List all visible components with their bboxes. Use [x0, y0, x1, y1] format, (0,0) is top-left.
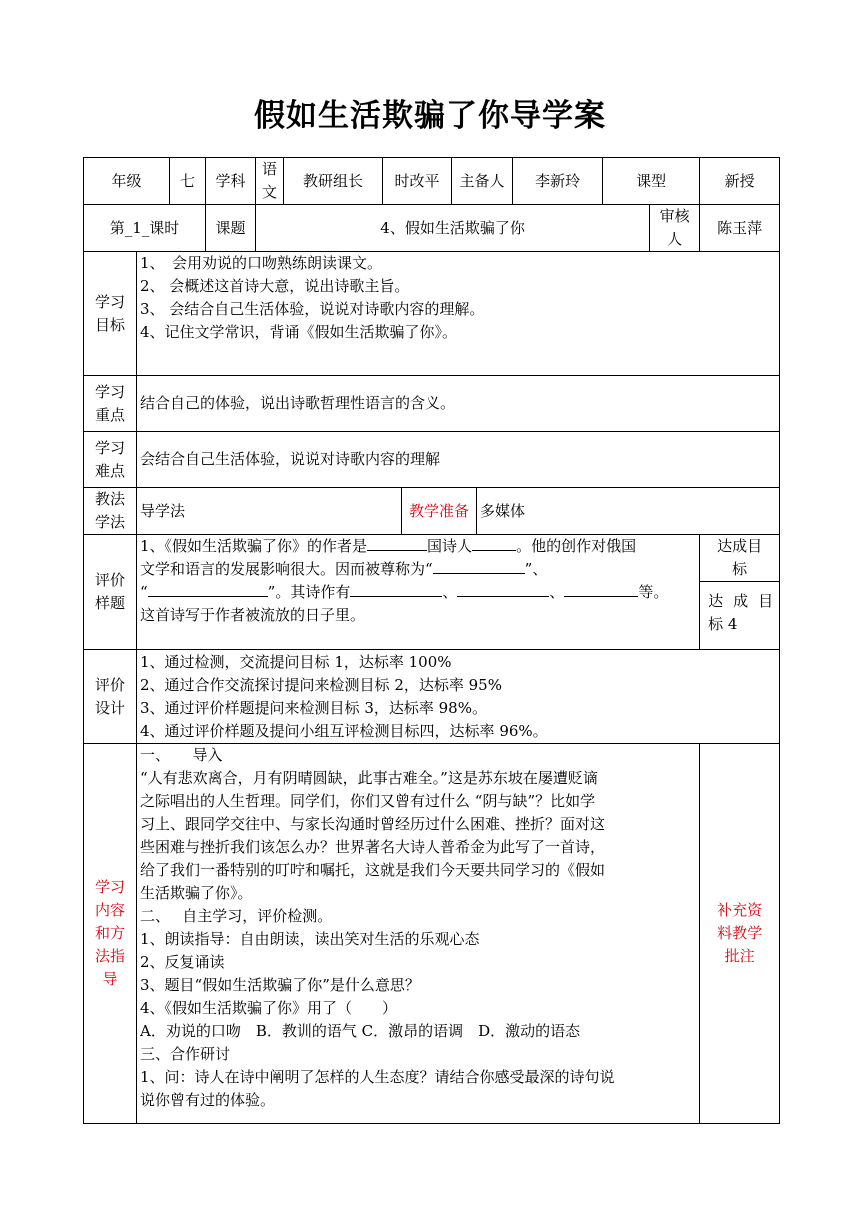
grade-label: 年级: [84, 158, 170, 205]
side-note: 补充资料教学批注: [700, 744, 780, 1124]
answer-blank[interactable]: [350, 582, 442, 597]
period-cell: 第_1_课时: [84, 205, 206, 252]
subject-label: 学科: [206, 158, 256, 205]
sample-content: [137, 535, 700, 650]
key-points-row: [84, 376, 780, 432]
content-line: 二、 自主学习，评价检测。: [140, 907, 333, 925]
objectives-row: [84, 252, 780, 376]
content-line: 些困难与挫折我们该怎么办？世界著名大诗人普希金为此写了一首诗，: [140, 838, 606, 856]
content-line: 一、 导入: [140, 746, 223, 764]
group-leader-value: 时改平: [383, 158, 452, 205]
objective-item: 4、记住文学常识，背诵《假如生活欺骗了你》。: [140, 323, 458, 341]
content-line: 1、朗读指导：自由朗读，读出笑对生活的乐观心态: [140, 930, 480, 948]
content-line: A．劝说的口吻 B．教训的语气 C．激昂的语调 D．激动的语态: [140, 1022, 581, 1040]
content-line: 4、《假如生活欺骗了你》用了（ ）: [140, 999, 398, 1017]
reviewer-value: 陈玉萍: [700, 205, 780, 252]
content-label: 学习内容和方法指导: [84, 744, 137, 1124]
evaluation-row: [84, 650, 780, 744]
sample-line-3: “ ”。其诗作有 、 、 等。: [140, 583, 669, 601]
evaluation-content: [137, 650, 780, 744]
preparer-value: 李新玲: [513, 158, 603, 205]
content-line: 2、反复诵读: [140, 953, 225, 971]
method-label: 教法学法: [84, 488, 137, 535]
objective-item: 3、 会结合自己生活体验，说说对诗歌内容的理解。: [140, 300, 485, 318]
header-row: [84, 158, 780, 205]
content-line: 生活欺骗了你》。: [140, 884, 253, 902]
objective-item: 1、 会用劝说的口吻熟练朗读课文。: [140, 254, 383, 272]
goal-cell-b: 达 成 目 标 4: [700, 582, 780, 650]
content-line: 1、问：诗人在诗中阐明了怎样的人生态度？请结合你感受最深的诗句说: [140, 1068, 615, 1086]
sample-line-2: 文学和语言的发展影响很大。因而被尊称为“ ”、: [140, 560, 548, 578]
evaluation-item: 1、通过检测，交流提问目标 1，达标率 100%: [140, 652, 452, 671]
second-row: [84, 205, 780, 252]
prep-label: 教学准备: [402, 488, 477, 535]
content-line: 习上、跟同学交往中、与家长沟通时曾经历过什么困难、挫折？面对这: [140, 815, 606, 833]
type-label: 课型: [603, 158, 700, 205]
evaluation-item: 3、通过评价样题提问来检测目标 3，达标率 98%。: [140, 698, 487, 717]
sample-line-1: 1、《假如生活欺骗了你》的作者是 国诗人 。他的创作对俄国: [140, 537, 637, 555]
key-points-label: 学习重点: [84, 376, 137, 432]
answer-blank[interactable]: [564, 582, 638, 597]
subject-value: 语文: [256, 158, 284, 205]
key-points-text: 结合自己的体验，说出诗歌哲理性语言的含义。: [137, 376, 780, 432]
method-row: [84, 488, 780, 535]
content-line: “人有悲欢离合，月有阴晴圆缺，此事古难全。”这是苏东坡在屡遭贬谪: [140, 769, 598, 787]
content-line: 之际唱出的人生哲理。同学们，你们又曾有过什么 “阴与缺”？比如学: [140, 792, 596, 810]
goal-cell-a: 达成目标: [700, 535, 780, 582]
difficulties-label: 学习难点: [84, 432, 137, 488]
difficulties-row: [84, 432, 780, 488]
content-row: [84, 744, 780, 1124]
preparer-label: 主备人: [452, 158, 513, 205]
answer-blank[interactable]: [148, 582, 268, 597]
content-line: 说你曾有过的体验。: [140, 1091, 276, 1109]
page-title: 假如生活欺骗了你导学案: [254, 98, 606, 134]
grade-value: 七: [170, 158, 206, 205]
lesson-plan-table: [83, 157, 780, 1124]
evaluation-item: 2、通过合作交流探讨提问来检测目标 2，达标率 95%: [140, 675, 502, 694]
topic-label: 课题: [206, 205, 256, 252]
content-body: [137, 744, 700, 1124]
evaluation-item: 4、通过评价样题及提问小组互评检测目标四，达标率 96%。: [140, 721, 548, 740]
prep-text: 多媒体: [477, 488, 780, 535]
answer-blank[interactable]: [367, 536, 427, 551]
objectives-content: [137, 252, 780, 376]
topic-value: 4、假如生活欺骗了你: [256, 205, 650, 252]
method-text: 导学法: [137, 488, 402, 535]
objectives-label: 学习目标: [84, 252, 137, 376]
type-value: 新授: [700, 158, 780, 205]
group-leader-label: 教研组长: [284, 158, 383, 205]
reviewer-label: 审核人: [650, 205, 700, 252]
answer-blank[interactable]: [457, 582, 549, 597]
evaluation-label: 评价设计: [84, 650, 137, 744]
content-line: 3、题目“假如生活欺骗了你”是什么意思？: [140, 976, 420, 994]
sample-label: 评价样题: [84, 535, 137, 650]
difficulties-text: 会结合自己生活体验，说说对诗歌内容的理解: [137, 432, 780, 488]
content-line: 三、合作研讨: [140, 1045, 231, 1063]
objective-item: 2、 会概述这首诗大意，说出诗歌主旨。: [140, 277, 410, 295]
content-line: 给了我们一番特别的叮咛和嘱托，这就是我们今天要共同学习的《假如: [140, 861, 606, 879]
answer-blank[interactable]: [472, 536, 516, 551]
sample-row-top: [84, 535, 780, 582]
sample-line-4: 这首诗写于作者被流放的日子里。: [140, 606, 366, 624]
answer-blank[interactable]: [433, 559, 525, 574]
